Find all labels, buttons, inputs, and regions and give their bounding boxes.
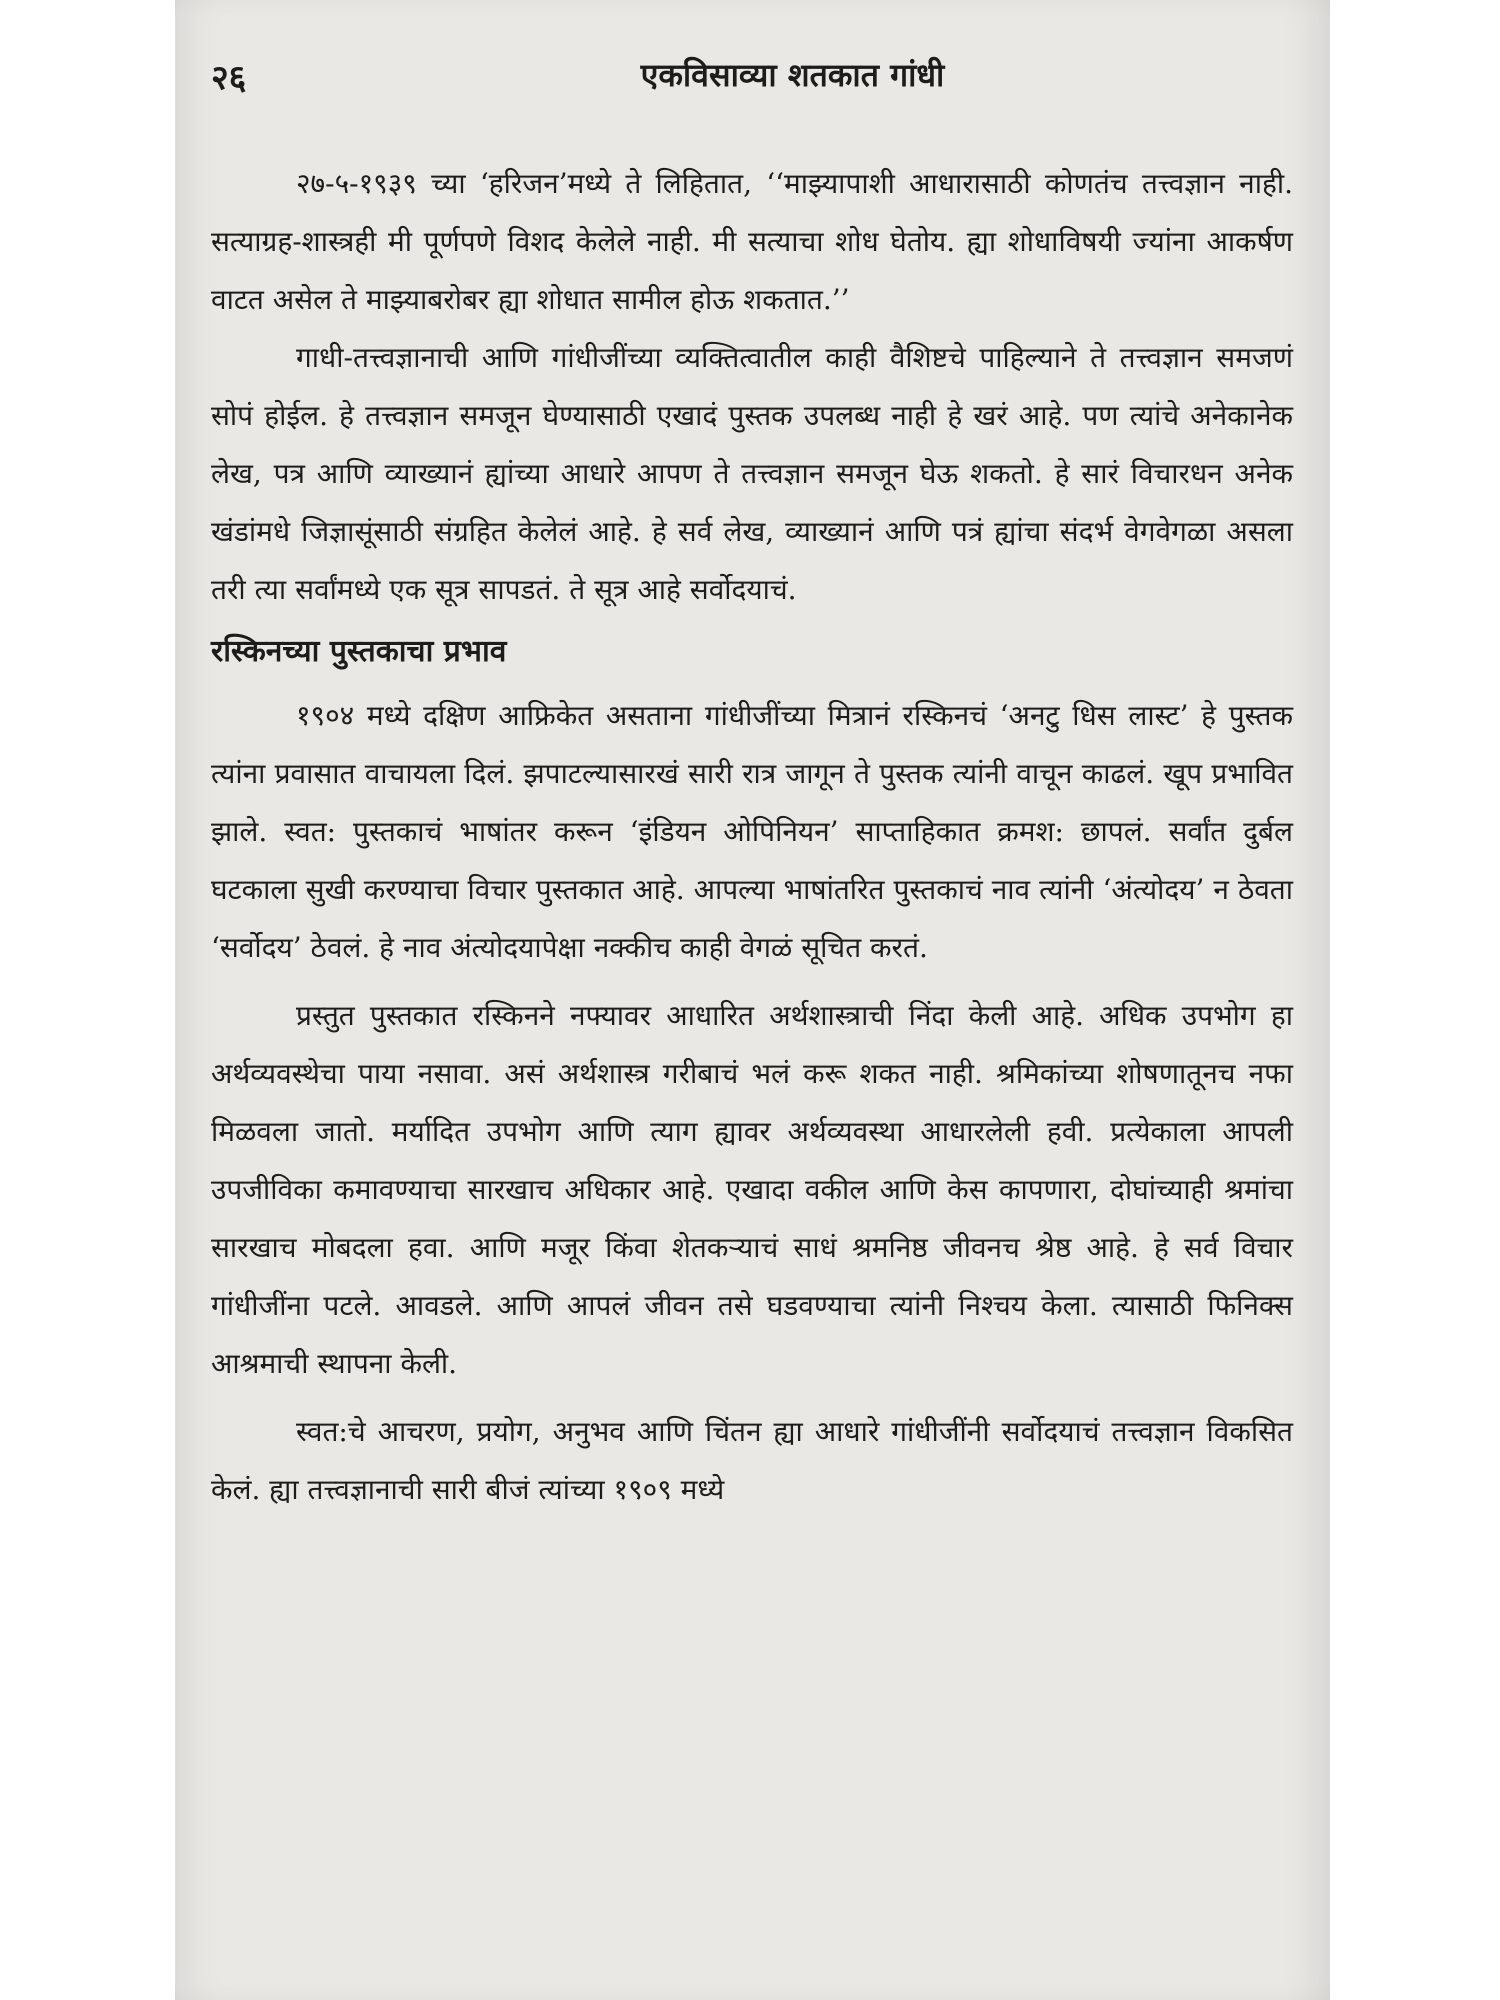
paragraph: २७-५-१९३९ च्या ‘हरिजन’मध्ये ते लिहितात, ‘‘माझ्यापाशी आधारासाठी कोणतंच तत्त्वज्ञान नाही. सत्याग्रह-शास्त्रही मी पूर्णपणे विशद केलेले नाही. मी सत्याचा शोध घेतोय. ह्या शोधाविषयी ज्यांना आकर्षण वाटत असेल ते माझ्याबरोबर ह्या शोधात सामील होऊ शकतात.’’ bbox=[211, 167, 1293, 316]
running-title: एकविसाव्या शतकात गांधी bbox=[640, 56, 945, 94]
page-number: २६ bbox=[211, 58, 247, 98]
book-page bbox=[175, 0, 1330, 2000]
paragraph: प्रस्तुत पुस्तकात रस्किनने नफ्यावर आधारित अर्थशास्त्राची निंदा केली आहे. अधिक उपभोग हा अर्थव्यवस्थेचा पाया नसावा. असं अर्थशास्त्र गरीबाचं भलं करू शकत नाही. श्रमिकांच्या शोषणातूनच नफा मिळवला जातो. मर्यादित उपभोग आणि त्याग ह्यावर अर्थव्यवस्था आधारलेली हवी. प्रत्येकाला आपली उपजीविका कमावण्याचा सारखाच अधिकार आहे. एखादा वकील आणि केस कापणारा, दोघांच्याही श्रमांचा सारखाच मोबदला हवा. आणि मजूर किंवा शेतकऱ्याचं साधं श्रमनिष्ठ जीवनच श्रेष्ठ आहे. हे सर्व विचार गांधीजींना पटले. आवडले. आणि आपलं जीवन तसे घडवण्याचा त्यांनी निश्चय केला. त्यासाठी फिनिक्स आश्रमाची स्थापना केली. bbox=[211, 999, 1293, 1380]
paragraph: १९०४ मध्ये दक्षिण आफ्रिकेत असताना गांधीजींच्या मित्रानं रस्किनचं ‘अनटु धिस लास्ट’ हे पुस्तक त्यांना प्रवासात वाचायला दिलं. झपाटल्यासारखं सारी रात्र जागून ते पुस्तक त्यांनी वाचून काढलं. खूप प्रभावित झाले. स्वत: पुस्तकाचं भाषांतर करून ‘इंडियन ओपिनियन’ साप्ताहिकात क्रमश: छापलं. सर्वांत दुर्बल घटकाला सुखी करण्याचा विचार पुस्तकात आहे. आपल्या भाषांतरित पुस्तकाचं नाव त्यांनी ‘अंत्योदय’ न ठेवता ‘सर्वोदय’ ठेवलं. हे नाव अंत्योदयापेक्षा नक्कीच काही वेगळं सूचित करतं. bbox=[211, 699, 1293, 964]
section-heading: रस्किनच्या पुस्तकाचा प्रभाव bbox=[211, 634, 507, 669]
page-header bbox=[175, 45, 1330, 105]
paragraph: गाधी-तत्त्वज्ञानाची आणि गांधीजींच्या व्यक्तित्वातील काही वैशिष्टचे पाहिल्याने ते तत्त्वज्ञान समजणं सोपं होईल. हे तत्त्वज्ञान समजून घेण्यासाठी एखादं पुस्तक उपलब्ध नाही हे खरं आहे. पण त्यांचे अनेकानेक लेख, पत्र आणि व्याख्यानं ह्यांच्या आधारे आपण ते तत्त्वज्ञान समजून घेऊ शकतो. हे सारं विचारधन अनेक खंडांमधे जिज्ञासूंसाठी संग्रहित केलेलं आहे. हे सर्व लेख, व्याख्यानं आणि पत्रं ह्यांचा संदर्भ वेगवेगळा असला तरी त्या सर्वांमध्ये एक सूत्र सापडतं. ते सूत्र आहे सर्वोदयाचं. bbox=[211, 341, 1293, 606]
body-text bbox=[211, 155, 1293, 1519]
paragraph: स्वत:चे आचरण, प्रयोग, अनुभव आणि चिंतन ह्या आधारे गांधीजींनी सर्वोदयाचं तत्त्वज्ञान विकसित केलं. ह्या तत्त्वज्ञानाची सारी बीजं त्यांच्या १९०९ मध्ये bbox=[211, 1415, 1293, 1506]
